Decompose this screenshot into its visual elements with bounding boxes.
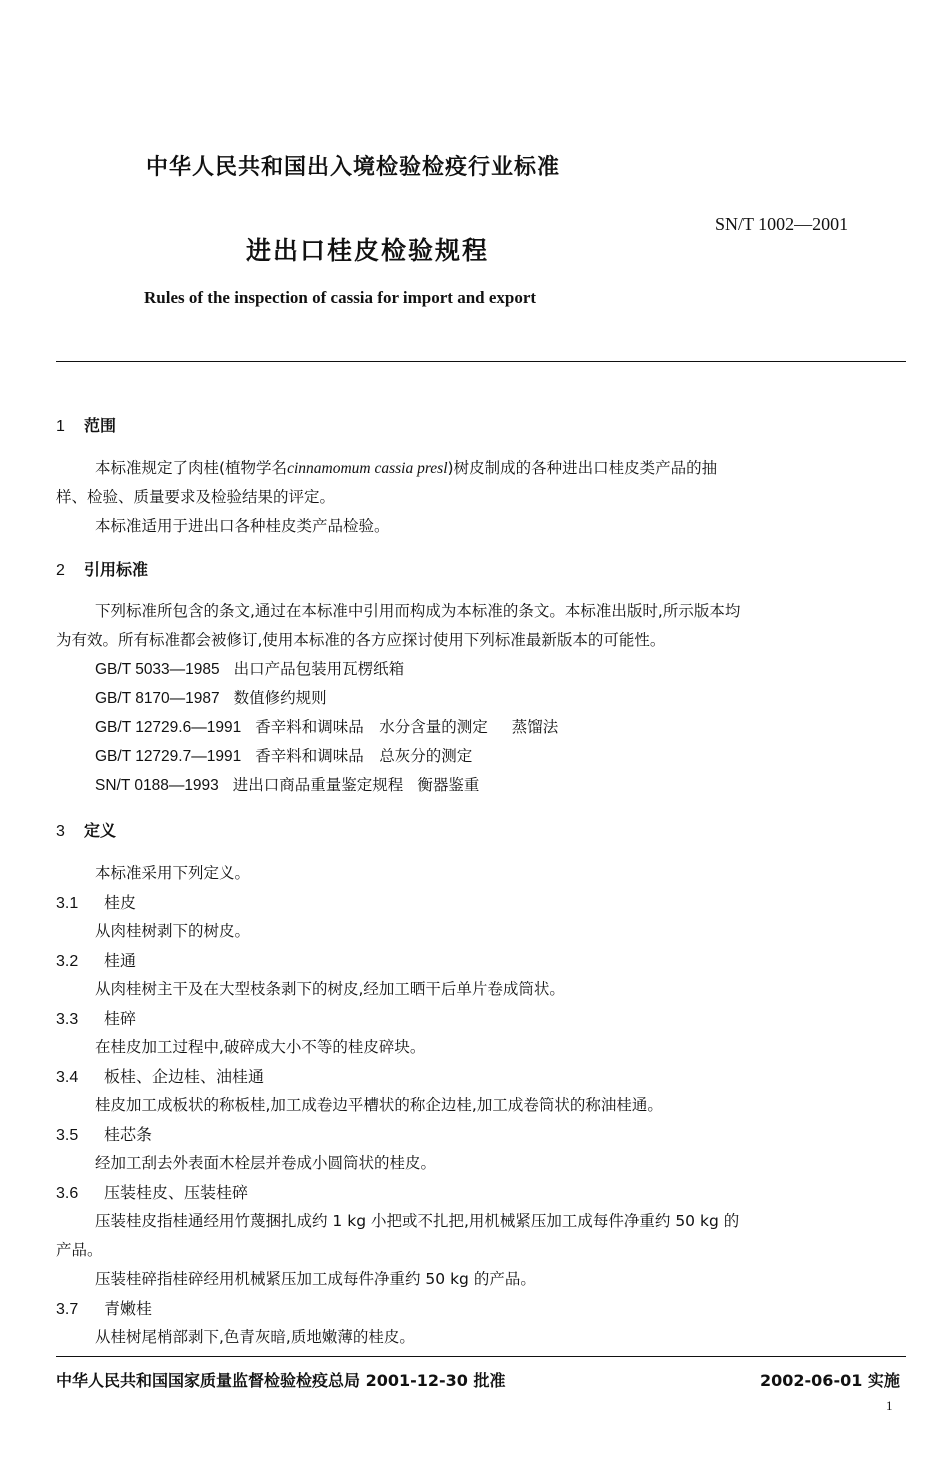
clause-3-4-definition: 桂皮加工成板状的称板桂,加工成卷边平槽状的称企边桂,加工成卷筒状的称油桂通。 (95, 1096, 663, 1114)
footer-divider (56, 1356, 906, 1357)
clause-number: 3.5 (56, 1127, 79, 1144)
section-1-paragraph-1-cont: 样、检验、质量要求及检验结果的评定。 (56, 488, 336, 506)
reference-item (95, 715, 558, 737)
clause-3-3-definition: 在桂皮加工过程中,破碎成大小不等的桂皮碎块。 (95, 1038, 426, 1056)
section-1-paragraph-2: 本标准适用于进出口各种桂皮类产品检验。 (95, 517, 390, 535)
clause-3-4-heading (56, 1064, 264, 1087)
clause-term: 板桂、企边桂、油桂通 (104, 1067, 265, 1086)
botanical-name: cinnamomum cassia presl (287, 460, 448, 477)
section-2-paragraph-1: 下列标准所包含的条文,通过在本标准中引用而构成为本标准的条文。本标准出版时,所示版本均 (95, 602, 741, 620)
clause-3-6-heading (56, 1180, 248, 1203)
clause-3-7-definition: 从桂树尾梢部剥下,色青灰暗,质地嫩薄的桂皮。 (95, 1328, 415, 1346)
section-title: 引用标准 (84, 560, 149, 579)
reference-title: 香辛料和调味品 总灰分的测定 (255, 747, 473, 765)
standard-code: SN/T 1002—2001 (715, 214, 849, 234)
reference-title: 出口产品包装用瓦楞纸箱 (233, 660, 405, 678)
clause-number: 3.7 (56, 1301, 79, 1318)
section-number: 2 (56, 562, 65, 579)
section-3-heading (56, 818, 116, 841)
reference-item (95, 657, 404, 679)
section-number: 3 (56, 823, 65, 840)
clause-3-5-definition: 经加工刮去外表面木栓层并卷成小圆筒状的桂皮。 (95, 1154, 437, 1172)
clause-term: 桂皮 (104, 893, 137, 912)
clause-number: 3.3 (56, 1011, 79, 1028)
reference-code: GB/T 12729.7—1991 (95, 748, 242, 765)
clause-number: 3.1 (56, 895, 79, 912)
clause-3-3-heading (56, 1006, 136, 1029)
clause-term: 桂芯条 (104, 1125, 153, 1144)
section-2-heading (56, 557, 148, 580)
clause-3-5-heading (56, 1122, 152, 1145)
document-title: 进出口桂皮检验规程 (246, 236, 490, 265)
section-3-intro: 本标准采用下列定义。 (95, 864, 251, 882)
clause-3-2-definition: 从肉桂树主干及在大型枝条剥下的树皮,经加工晒干后单片卷成筒状。 (95, 980, 565, 998)
clause-3-6-definition-1: 压装桂皮指桂通经用竹蔑捆扎成约 1 kg 小把或不扎把,用机械紧压加工成每件净重约 50 kg 的 (95, 1212, 740, 1230)
reference-method: 蒸馏法 (511, 718, 559, 736)
clause-number: 3.4 (56, 1069, 79, 1086)
section-2-paragraph-1-cont: 为有效。所有标准都会被修订,使用本标准的各方应探讨使用下列标准最新版本的可能性。 (56, 631, 666, 649)
clause-3-2-heading (56, 948, 136, 971)
reference-code: GB/T 5033—1985 (95, 661, 220, 678)
clause-number: 3.6 (56, 1185, 79, 1202)
reference-title: 进出口商品重量鉴定规程 (232, 776, 404, 794)
reference-code: SN/T 0188—1993 (95, 777, 219, 794)
approval-statement: 中华人民共和国国家质量监督检验检疫总局 2001-12-30 批准 (56, 1371, 506, 1390)
reference-item (95, 744, 472, 766)
page-number: 1 (886, 1398, 893, 1413)
clause-3-7-heading (56, 1296, 152, 1319)
text-run: )树皮制成的各种进出口桂皮类产品的抽 (447, 459, 718, 477)
reference-code: GB/T 8170—1987 (95, 690, 220, 707)
reference-code: GB/T 12729.6—1991 (95, 719, 242, 736)
section-title: 定义 (84, 821, 117, 840)
section-title: 范围 (84, 416, 117, 435)
reference-title: 香辛料和调味品 水分含量的测定 (255, 718, 488, 736)
clause-number: 3.2 (56, 953, 79, 970)
header-divider (56, 361, 906, 362)
clause-3-6-definition-1-cont: 产品。 (56, 1241, 103, 1259)
reference-method: 衡器鉴重 (417, 776, 480, 794)
reference-title: 数值修约规则 (233, 689, 327, 707)
document-subtitle-en: Rules of the inspection of cassia for import and export (144, 288, 537, 307)
clause-term: 青嫩桂 (104, 1299, 153, 1318)
clause-term: 桂通 (104, 951, 137, 970)
text-run: 本标准规定了肉桂(植物学名 (95, 459, 288, 477)
clause-term: 压装桂皮、压装桂碎 (104, 1183, 249, 1202)
clause-term: 桂碎 (104, 1009, 137, 1028)
clause-3-6-definition-2: 压装桂碎指桂碎经用机械紧压加工成每件净重约 50 kg 的产品。 (95, 1270, 536, 1288)
standard-organization: 中华人民共和国出入境检验检疫行业标准 (146, 155, 561, 180)
clause-3-1-heading (56, 890, 136, 913)
section-1-heading (56, 413, 116, 436)
reference-item (95, 686, 327, 708)
reference-item (95, 773, 479, 795)
section-1-paragraph-1 (95, 456, 717, 478)
implementation-date: 2002-06-01 实施 (760, 1371, 900, 1390)
section-number: 1 (56, 418, 65, 435)
clause-3-1-definition: 从肉桂树剥下的树皮。 (95, 922, 251, 940)
